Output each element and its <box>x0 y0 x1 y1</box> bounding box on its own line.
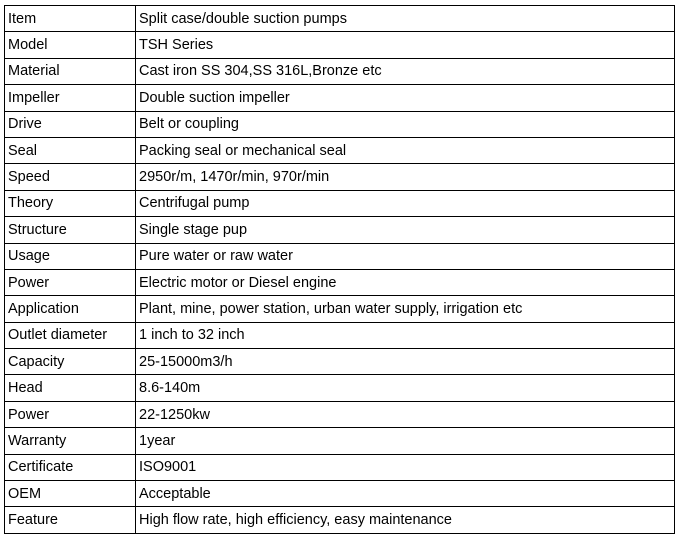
table-row <box>5 190 675 216</box>
row-label: OEM <box>5 481 136 507</box>
row-label: Theory <box>5 190 136 216</box>
row-value: Single stage pup <box>136 217 675 243</box>
spec-table <box>4 5 675 534</box>
row-label: Feature <box>5 507 136 533</box>
table-row <box>5 58 675 84</box>
row-value: 1 inch to 32 inch <box>136 322 675 348</box>
table-row <box>5 296 675 322</box>
row-value: 1year <box>136 428 675 454</box>
row-value: 8.6-140m <box>136 375 675 401</box>
row-label: Item <box>5 6 136 32</box>
row-value: Acceptable <box>136 481 675 507</box>
table-row <box>5 322 675 348</box>
row-value: ISO9001 <box>136 454 675 480</box>
table-row <box>5 401 675 427</box>
row-label: Outlet diameter <box>5 322 136 348</box>
row-value: Split case/double suction pumps <box>136 6 675 32</box>
table-row <box>5 32 675 58</box>
row-label: Capacity <box>5 349 136 375</box>
table-row <box>5 428 675 454</box>
table-row <box>5 269 675 295</box>
row-value: TSH Series <box>136 32 675 58</box>
row-value: Cast iron SS 304,SS 316L,Bronze etc <box>136 58 675 84</box>
table-row <box>5 164 675 190</box>
table-row <box>5 349 675 375</box>
row-label: Certificate <box>5 454 136 480</box>
table-row <box>5 6 675 32</box>
row-value: Electric motor or Diesel engine <box>136 269 675 295</box>
row-value: High flow rate, high efficiency, easy maintenance <box>136 507 675 533</box>
row-label: Seal <box>5 137 136 163</box>
row-value: 25-15000m3/h <box>136 349 675 375</box>
row-label: Model <box>5 32 136 58</box>
row-value: Plant, mine, power station, urban water supply, irrigation etc <box>136 296 675 322</box>
row-label: Speed <box>5 164 136 190</box>
row-label: Power <box>5 401 136 427</box>
table-row <box>5 217 675 243</box>
row-value: Packing seal or mechanical seal <box>136 137 675 163</box>
row-label: Power <box>5 269 136 295</box>
row-value: Pure water or raw water <box>136 243 675 269</box>
table-row <box>5 481 675 507</box>
row-label: Material <box>5 58 136 84</box>
table-row <box>5 454 675 480</box>
row-value: 2950r/m, 1470r/min, 970r/min <box>136 164 675 190</box>
table-row <box>5 85 675 111</box>
row-value: Belt or coupling <box>136 111 675 137</box>
row-label: Impeller <box>5 85 136 111</box>
table-row <box>5 507 675 533</box>
table-row <box>5 243 675 269</box>
row-label: Structure <box>5 217 136 243</box>
row-label: Head <box>5 375 136 401</box>
row-label: Usage <box>5 243 136 269</box>
row-label: Warranty <box>5 428 136 454</box>
row-value: Centrifugal pump <box>136 190 675 216</box>
table-row <box>5 111 675 137</box>
row-value: 22-1250kw <box>136 401 675 427</box>
row-value: Double suction impeller <box>136 85 675 111</box>
row-label: Drive <box>5 111 136 137</box>
row-label: Application <box>5 296 136 322</box>
table-row <box>5 375 675 401</box>
table-row <box>5 137 675 163</box>
